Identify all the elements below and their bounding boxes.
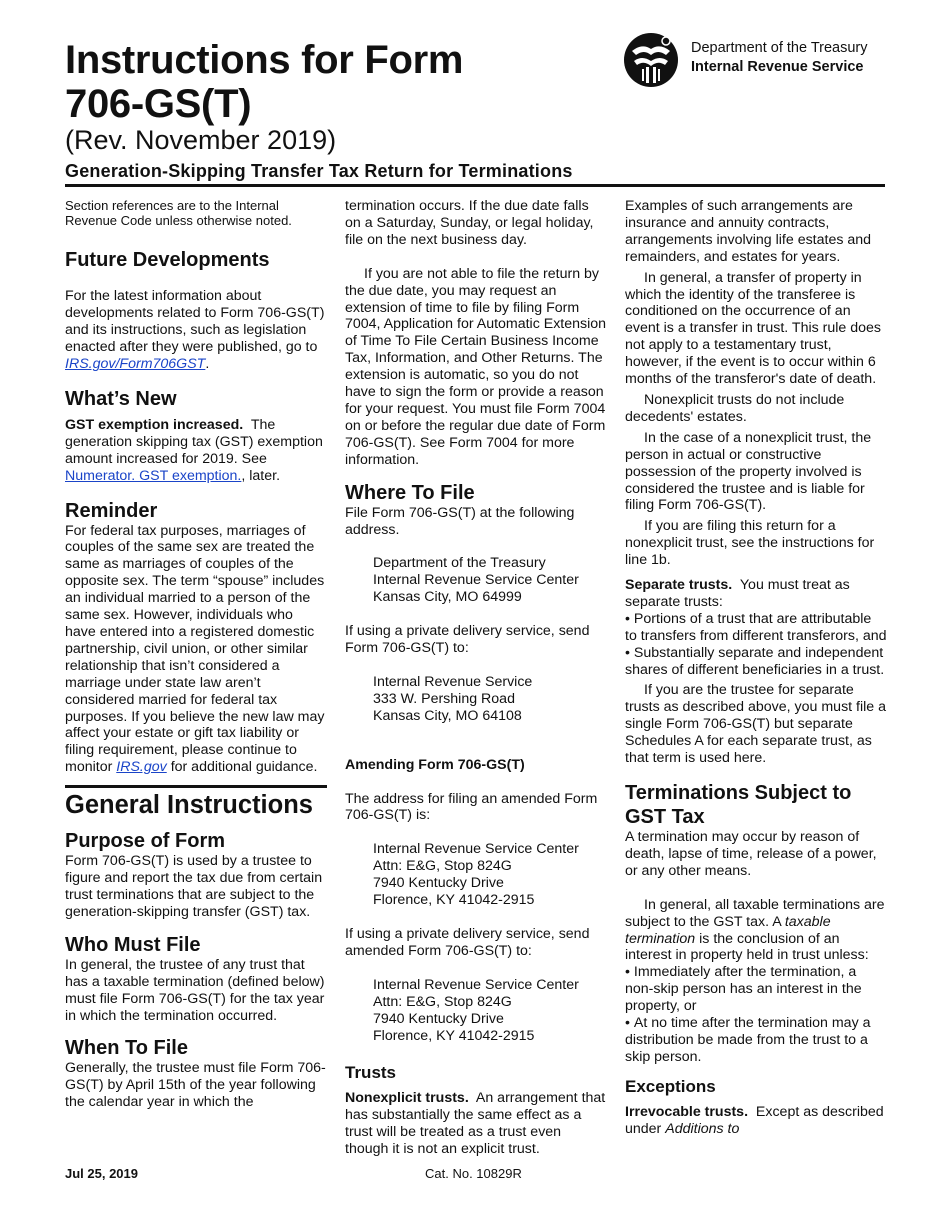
- irs-gov-link[interactable]: IRS.gov: [116, 759, 167, 776]
- purpose-text: Form 706-GS(T) is used by a trustee to figure and report the tax due from certain trust terminations that are subject to the generation-skipping transfer (GST) tax.: [65, 853, 323, 920]
- whats-new-text: GST exemption increased. The generation skipping tax (GST) exemption amount increased for 2019. See Numerator. GST exemption., later.: [65, 416, 323, 484]
- page-title: [65, 38, 463, 126]
- separate-bullet-2: • Substantially separate and independent shares of different beneficiaries in a trust.: [625, 645, 887, 679]
- address-florence-2: Internal Revenue Service Center Attn: E&G, Stop 824G 7940 Kentucky Drive Florence, KY 41042-2915: [373, 976, 579, 1044]
- nonexplicit-trusts-text: Nonexplicit trusts. An arrangement that has substantially the same effect as a trust will be treated as a trust even though it is not an explicit trust.: [345, 1090, 606, 1158]
- header-rule: [65, 184, 885, 187]
- when-to-file-heading: When To File: [65, 1037, 188, 1060]
- when-to-file-text: Generally, the trustee must file Form 706-GS(T) by April 15th of the year following the calendar year in which the: [65, 1060, 326, 1111]
- private-delivery-amended-text: If using a private delivery service, send amended Form 706-GS(T) to:: [345, 926, 590, 959]
- taxable-termination-text: In general, all taxable terminations are subject to the GST tax. A taxable termination is the conclusion of an interest in property held in trust unless:: [625, 896, 885, 964]
- section-references-note: Section references are to the Internal Revenue Code unless otherwise noted.: [65, 198, 292, 229]
- agency-irs: Internal Revenue Service: [691, 59, 864, 75]
- title-line-1: Instructions for Form: [65, 38, 464, 82]
- agency-department: Department of the Treasury: [691, 40, 868, 56]
- column-3: [625, 198, 887, 1138]
- reminder-text: For federal tax purposes, marriages of couples of the same sex are treated the same as marriages of couples of the opposite sex. The term “spouse” includes an individual married to a person of the same sex. However, individuals who have entered into a registered domestic partnership, civil union, or other similar relationship that isn’t considered a marriage under state law aren’t considered married for federal tax purposes. If you believe the new law may affect your estate or gift tax liability or filing requirement, please continue to monitor IRS.gov for additional guidance.: [65, 522, 325, 776]
- decedents-estates-text: Nonexplicit trusts do not include decedents' estates.: [625, 391, 845, 425]
- address-florence-1: Internal Revenue Service Center Attn: E&G, Stop 824G 7940 Kentucky Drive Florence, KY 41042-2915: [373, 841, 579, 909]
- title-line-2: 706-GS(T): [65, 82, 252, 126]
- who-must-file-text: In general, the trustee of any trust that has a taxable termination (defined below) must file Form 706-GS(T) for the tax year in which the termination occurred.: [65, 956, 325, 1024]
- future-developments-heading: Future Developments: [65, 249, 270, 272]
- reminder-heading: Reminder: [65, 499, 158, 522]
- irs-eagle-logo: [622, 31, 684, 89]
- column-2: [345, 198, 607, 1158]
- where-to-file-text: File Form 706-GS(T) at the following address.: [345, 504, 575, 538]
- address-irs-kansas-city-1: Department of the Treasury Internal Revenue Service Center Kansas City, MO 64999: [373, 555, 579, 606]
- exceptions-heading: Exceptions: [625, 1076, 716, 1096]
- where-to-file-heading: Where To File: [345, 481, 475, 504]
- irrevocable-trusts-text: Irrevocable trusts. Except as described under Additions to: [625, 1103, 884, 1137]
- whats-new-heading: What’s New: [65, 387, 177, 410]
- column-1: [65, 198, 327, 1111]
- terminations-text: A termination may occur by reason of death, lapse of time, release of a power, or any other means.: [625, 829, 877, 879]
- amending-heading: Amending Form 706-GS(T): [345, 756, 525, 773]
- catalog-number: Cat. No. 10829R: [425, 1166, 522, 1181]
- separate-trustee-text: If you are the trustee for separate trusts as described above, you must file a single Form 706-GS(T) but separate Schedules A for each separate trust, as that term is used here.: [625, 682, 887, 767]
- separate-bullet-1: • Portions of a trust that are attributable to transfers from different transferors, and: [625, 611, 887, 645]
- trusts-heading: Trusts: [345, 1063, 397, 1083]
- irs-form706gst-link[interactable]: IRS.gov/Form706GST: [65, 356, 206, 373]
- footer-date: Jul 25, 2019: [65, 1166, 138, 1181]
- termination-continued-text: termination occurs. If the due date falls on a Saturday, Sunday, or legal holiday, file on the next business day.: [345, 198, 594, 248]
- future-developments-text: For the latest information about developments related to Form 706-GS(T) and its instructions, such as legislation enacted after they were published, go to IRS.gov/Form706GST.: [65, 288, 325, 373]
- form-subtitle: Generation-Skipping Transfer Tax Return for Terminations: [65, 161, 573, 181]
- private-delivery-text: If using a private delivery service, send Form 706-GS(T) to:: [345, 623, 590, 657]
- amending-text: The address for filing an amended Form 706-GS(T) is:: [345, 790, 598, 824]
- who-must-file-heading: Who Must File: [65, 933, 201, 956]
- nonexplicit-case-text: In the case of a nonexplicit trust, the person in actual or constructive possession of the property involved is considered the trustee and is liable for filing Form 706-GS(T).: [625, 429, 872, 514]
- examples-text: Examples of such arrangements are insurance and annuity contracts, arrangements involving life estates and remainders, and estates for years.: [625, 198, 872, 265]
- terminations-heading: Terminations Subject to GST Tax: [625, 782, 852, 828]
- purpose-heading: Purpose of Form: [65, 830, 226, 853]
- revision-date: (Rev. November 2019): [65, 125, 337, 155]
- transfer-in-trust-text: In general, a transfer of property in which the identity of the transferee is conditioned on the occurrence of an event is a transfer in trust. This rule does not apply to a testamentary trust, however, if the event is to occur within 6 months of the transferor's date of death.: [625, 269, 882, 388]
- filing-nonexplicit-text: If you are filing this return for a nonexplicit trust, see the instructions for line 1b.: [625, 518, 875, 569]
- general-instructions-heading: General Instructions: [65, 785, 327, 820]
- address-irs-kansas-city-2: Internal Revenue Service 333 W. Pershing Road Kansas City, MO 64108: [373, 673, 533, 724]
- taxable-bullet-2: • At no time after the termination may a distribution be made from the trust to a skip person.: [625, 1015, 887, 1066]
- gst-exemption-link[interactable]: Numerator. GST exemption.: [65, 467, 242, 484]
- separate-trusts-text: Separate trusts. You must treat as separate trusts:: [625, 577, 850, 610]
- taxable-bullet-1: • Immediately after the termination, a non-skip person has an interest in the property, or: [625, 964, 887, 1015]
- agency-block: [691, 39, 868, 77]
- extension-text: If you are not able to file the return by the due date, you may request an extension of time to file by filing Form 7004, Application for Automatic Extension of Time To File Certain Business Income Tax, Information, and Other Returns. The extension is automatic, so you do not have to sign the form or provide a reason for your request. You must file Form 7004 on or before the regular due date of Form 706-GS(T). See Form 7004 for more information.: [345, 265, 607, 468]
